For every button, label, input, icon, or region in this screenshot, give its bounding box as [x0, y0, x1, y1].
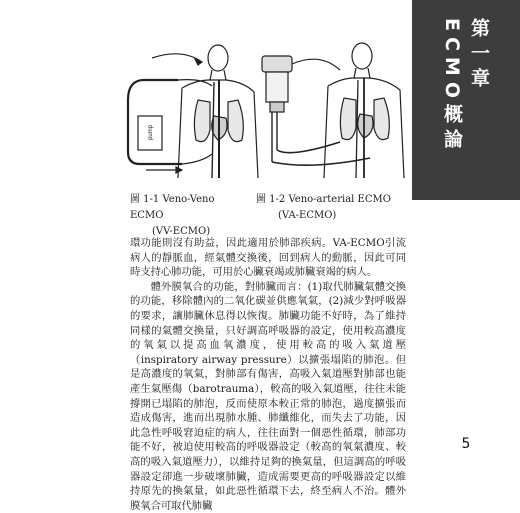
- va-ecmo-illustration: [250, 30, 410, 180]
- figure-1-label: 圖 1-1: [130, 194, 160, 205]
- page-number: 5: [461, 436, 471, 452]
- chapter-tab: [412, 0, 520, 200]
- figure-va-ecmo: [250, 30, 410, 180]
- figure-2-subtitle: (VA-ECMO): [278, 210, 337, 221]
- paragraph-2: 體外膜氧合的功能，對肺臟而言：(1)取代肺臟氣體交換的功能，移除體內的二氧化碳並供應氧氣，(2)減少對呼吸器的要求，讓肺臟休息得以恢復。肺臟功能不好時，為了維持同樣的氣體交換量，只好調高呼吸器的設定，使用較高濃度的氧氣以提高血氧濃度，使用較高的吸入氣道壓（inspiratory airway pressure）以擴張塌陷的肺泡。但是高濃度的氧氣，對肺部有傷害，高吸入氣道壓對肺部也能產生氣壓傷（barotrauma），較高的吸入氣道壓，往往未能撐開已塌陷的肺泡，反而使原本較正常的肺泡，過度擴張而造成傷害，進而出現肺水腫、肺纖維化，而失去了功能，因此急性呼吸窘迫症的病人，往往面對一個惡性循環，肺部功能不好，被迫使用較高的呼吸器設定（較高的氧氣濃度、較高的吸入氣道壓力），以維持足夠的換氣量，但這調高的呼吸器設定卻進一步破壞肺臟，造成需要更高的呼吸器設定以維持原先的換氣量，如此惡性循環下去，終至病人不治。體外膜氧合可取代肺臟: [130, 280, 406, 512]
- chapter-sidebar: [412, 0, 520, 500]
- chapter-title: 第一章 ECMO概論: [441, 18, 490, 154]
- figure-1-title: Veno-Veno ECMO: [130, 194, 215, 221]
- figure-2-caption: [256, 192, 406, 224]
- figure-vv-ecmo: [122, 30, 262, 180]
- paragraph-1: 環功能則沒有助益，因此適用於肺部疾病。VA-ECMO引流病人的靜脈血，經氣體交換後，回到病人的動脈，因此可同時支持心肺功能，可用於心臟衰竭或肺臟衰竭的病人。: [130, 237, 406, 279]
- figure-1-subtitle: (VV-ECMO): [152, 226, 211, 237]
- vv-ecmo-illustration: [122, 30, 262, 180]
- figure-2-label: 圖 1-2: [256, 194, 286, 205]
- pump-label: pump: [148, 124, 154, 140]
- figure-2-title: Veno-arterial ECMO: [288, 194, 391, 205]
- body-text: [130, 236, 406, 513]
- figure-1-caption: [130, 192, 250, 240]
